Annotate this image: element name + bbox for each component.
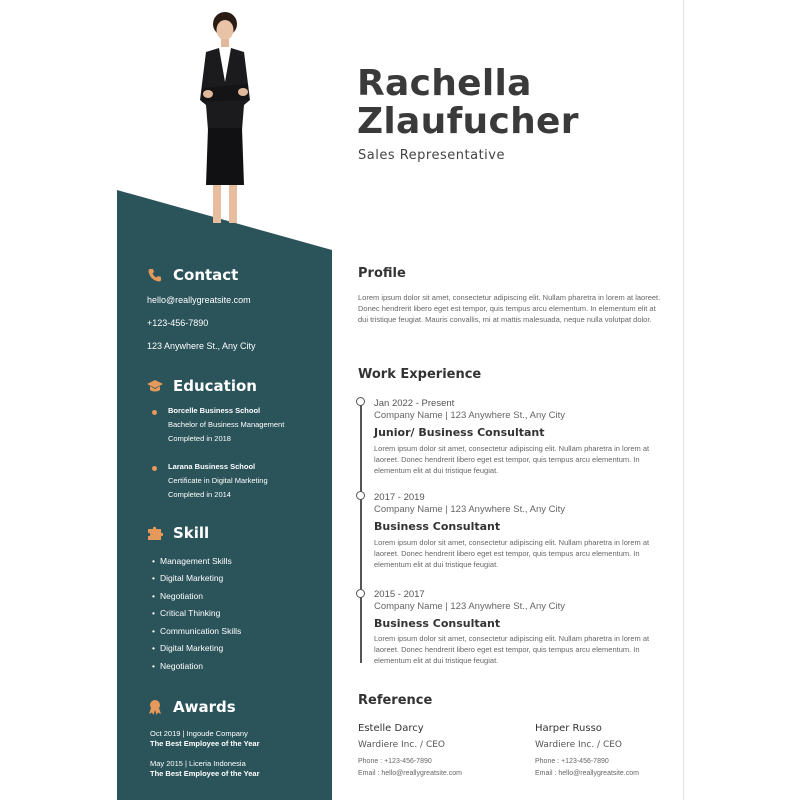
degree: Bachelor of Business Management (168, 420, 285, 429)
job-title: Business Consultant (374, 617, 501, 630)
job-company: Company Name | 123 Anywhere St., Any City (374, 504, 565, 515)
reference-phone: Phone : +123-456-7890 (535, 758, 609, 765)
job-date: 2017 - 2019 (374, 492, 425, 503)
candidate-name (357, 65, 579, 141)
skill-item: • Critical Thinking (152, 608, 220, 618)
reference-name: Estelle Darcy (358, 723, 424, 734)
timeline-line (360, 401, 362, 663)
skill-item: • Negotiation (152, 661, 203, 671)
profile-photo (186, 10, 264, 225)
contact-phone: +123-456-7890 (147, 318, 209, 328)
profile-heading: Profile (358, 266, 406, 281)
job-description: Lorem ipsum dolor sit amet, consectetur adipiscing elit. Nullam pharetra in lorem at laoreet. Donec hendrerit libero eget est tempor, quis tempus arcu elementum. In elementum elit at dui tristique feugiat. (374, 444, 650, 475)
award-date-company: Oct 2019 | Ingoude Company (150, 729, 248, 738)
contact-email[interactable]: hello@reallygreatsite.com (147, 295, 251, 305)
skill-item: • Management Skills (152, 556, 232, 566)
completed-year: Completed in 2014 (168, 490, 231, 499)
education-bullet (152, 410, 157, 415)
reference-name: Harper Russo (535, 723, 602, 734)
education-heading: Education (173, 377, 257, 395)
puzzle-icon (147, 525, 163, 541)
job-description: Lorem ipsum dolor sit amet, consectetur adipiscing elit. Nullam pharetra in lorem at laoreet. Donec hendrerit libero eget est tempor, quis tempus arcu elementum. In elementum elit at dui tristique feugiat. (374, 634, 650, 665)
reference-heading: Reference (358, 693, 433, 708)
job-role: Sales Representative (358, 148, 505, 163)
timeline-dot (356, 589, 365, 598)
work-experience-heading: Work Experience (358, 367, 482, 382)
education-item (168, 460, 268, 502)
award-medal-icon (147, 699, 163, 715)
reference-role: Wardiere Inc. / CEO (535, 740, 623, 750)
education-item (168, 404, 284, 446)
job-date: Jan 2022 - Present (374, 398, 455, 409)
job-company: Company Name | 123 Anywhere St., Any City (374, 601, 565, 612)
job-title: Business Consultant (374, 520, 501, 533)
phone-icon (147, 267, 163, 283)
graduation-cap-icon (147, 378, 163, 394)
award-title: The Best Employee of the Year (150, 769, 260, 778)
reference-email[interactable]: Email : hello@reallygreatsite.com (358, 770, 462, 777)
completed-year: Completed in 2018 (168, 434, 231, 443)
timeline-dot (356, 397, 365, 406)
school-name: Larana Business School (168, 462, 256, 471)
award-item (150, 729, 259, 749)
skill-item: • Digital Marketing (152, 643, 223, 653)
last-name: Zlaufucher (357, 101, 579, 142)
timeline-dot (356, 491, 365, 500)
award-title: The Best Employee of the Year (150, 739, 260, 748)
reference-role: Wardiere Inc. / CEO (358, 740, 446, 750)
job-company: Company Name | 123 Anywhere St., Any City (374, 410, 565, 421)
reference-email[interactable]: Email : hello@reallygreatsite.com (535, 770, 639, 777)
skill-item: • Digital Marketing (152, 573, 223, 583)
first-name: Rachella (357, 63, 532, 104)
award-date-company: May 2015 | Liceria Indonesia (150, 759, 246, 768)
job-title: Junior/ Business Consultant (374, 426, 545, 439)
job-description: Lorem ipsum dolor sit amet, consectetur adipiscing elit. Nullam pharetra in lorem at laoreet. Donec hendrerit libero eget est tempor, quis tempus arcu elementum. In elementum elit at dui tristique feugiat. (374, 538, 650, 569)
contact-heading: Contact (173, 266, 239, 284)
education-bullet (152, 466, 157, 471)
contact-address: 123 Anywhere St., Any City (147, 341, 256, 351)
skill-item: • Negotiation (152, 591, 203, 601)
profile-text: Lorem ipsum dolor sit amet, consectetur adipiscing elit. Nullam pharetra in lorem at laoreet. Donec hendrerit libero eget est tempor, quis tempus arcu elementum. In elementum elit at dui tristique feugiat. Mauris convallis, mi at mattis malesuada, neque nulla volutpat dolor. (358, 293, 661, 324)
award-item (150, 759, 259, 779)
skill-heading: Skill (173, 524, 210, 542)
awards-heading: Awards (173, 698, 236, 716)
reference-phone: Phone : +123-456-7890 (358, 758, 432, 765)
skill-item: • Communication Skills (152, 626, 241, 636)
job-date: 2015 - 2017 (374, 589, 425, 600)
degree: Certificate in Digital Marketing (168, 476, 268, 485)
school-name: Borcelle Business School (168, 406, 261, 415)
